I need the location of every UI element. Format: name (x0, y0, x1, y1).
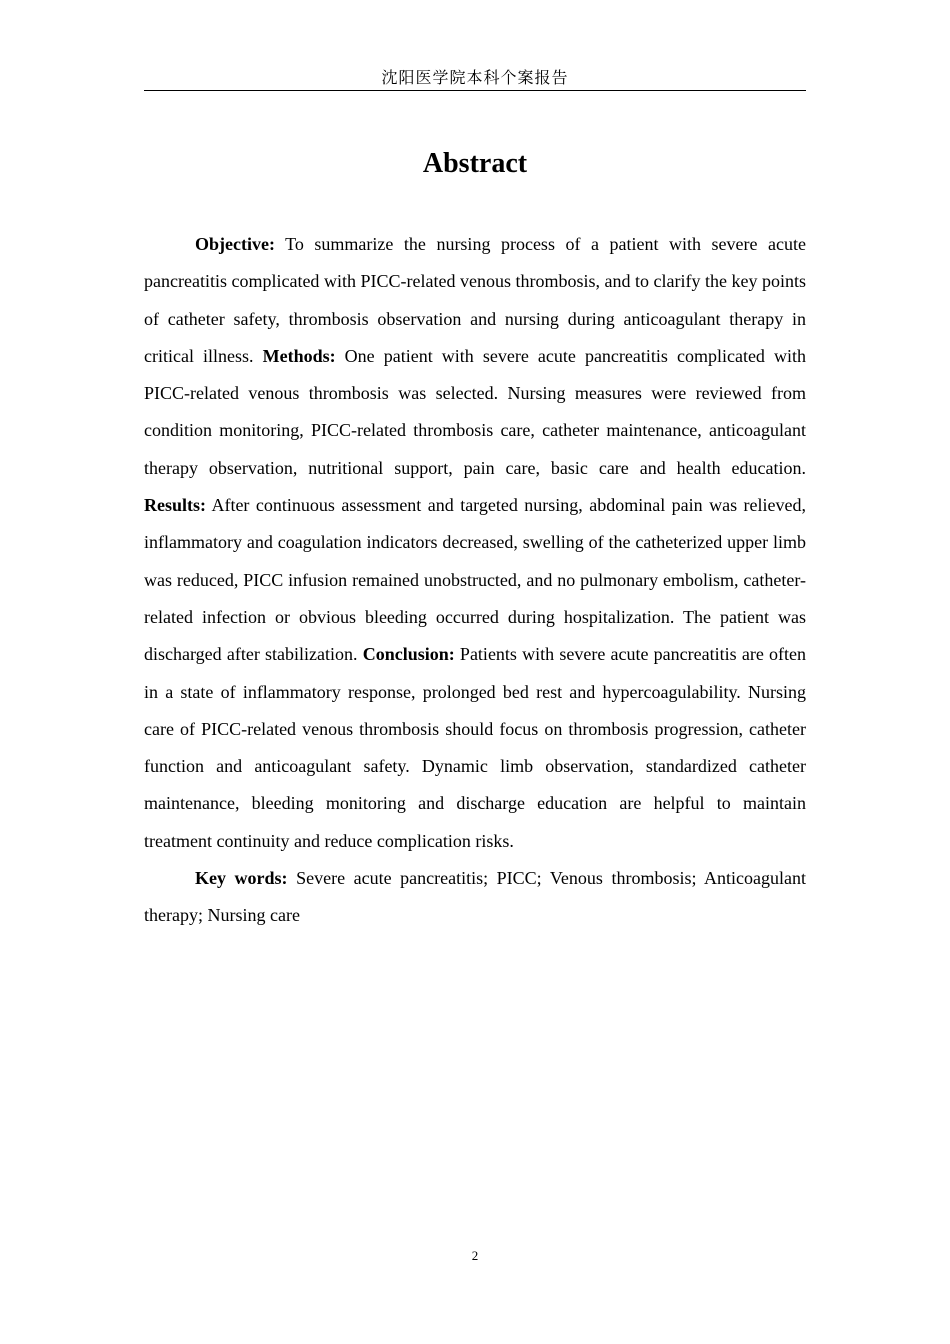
page-number: 2 (471, 1248, 479, 1263)
keywords-paragraph (144, 860, 806, 935)
conclusion-text: Patients with severe acute pancreatitis are often in a state of inflammatory response, prolonged bed rest and hypercoagulability. Nursing care of PICC-related venous thrombosis should focus on thrombosis progression, catheter function and anticoagulant safety. Dynamic limb observation, standardized catheter maintenance, bleeding monitoring and discharge education are helpful to maintain treatment continuity and reduce complication risks. (144, 644, 806, 851)
conclusion-label: Conclusion: (362, 644, 455, 665)
abstract-body (144, 226, 806, 935)
objective-text: To summarize the nursing process of a patient with severe acute pancreatitis complicated with PICC-related venous thrombosis, and to clarify the key points of catheter safety, thrombosis observation and nursing during anticoagulant therapy in critical illness. (144, 234, 806, 366)
methods-text: One patient with severe acute pancreatitis complicated with PICC-related venous thrombosis was selected. Nursing measures were reviewed from condition monitoring, PICC-related thrombosis care, catheter maintenance, anticoagulant therapy observation, nutritional support, pain care, basic care and health education. (144, 345, 806, 478)
results-label: Results: (144, 495, 206, 516)
keywords-text: Severe acute pancreatitis; PICC; Venous thrombosis; Anticoagulant therapy; Nursing care (144, 868, 806, 926)
keywords-label: Key words: (195, 868, 288, 889)
objective-label: Objective: (195, 234, 275, 254)
methods-label: Methods: (262, 345, 336, 366)
page-title: Abstract (422, 148, 528, 179)
abstract-paragraph (144, 226, 806, 860)
running-header: 沈阳医学院本科个案报告 (144, 66, 806, 91)
results-text: After continuous assessment and targeted nursing, abdominal pain was relieved, inflammatory and coagulation indicators decreased, swelling of the catheterized upper limb was reduced, PICC infusion remained unobstructed, and no pulmonary embolism, catheter-related infection or obvious bleeding occurred during hospitalization. The patient was discharged after stabilization. (144, 495, 806, 665)
